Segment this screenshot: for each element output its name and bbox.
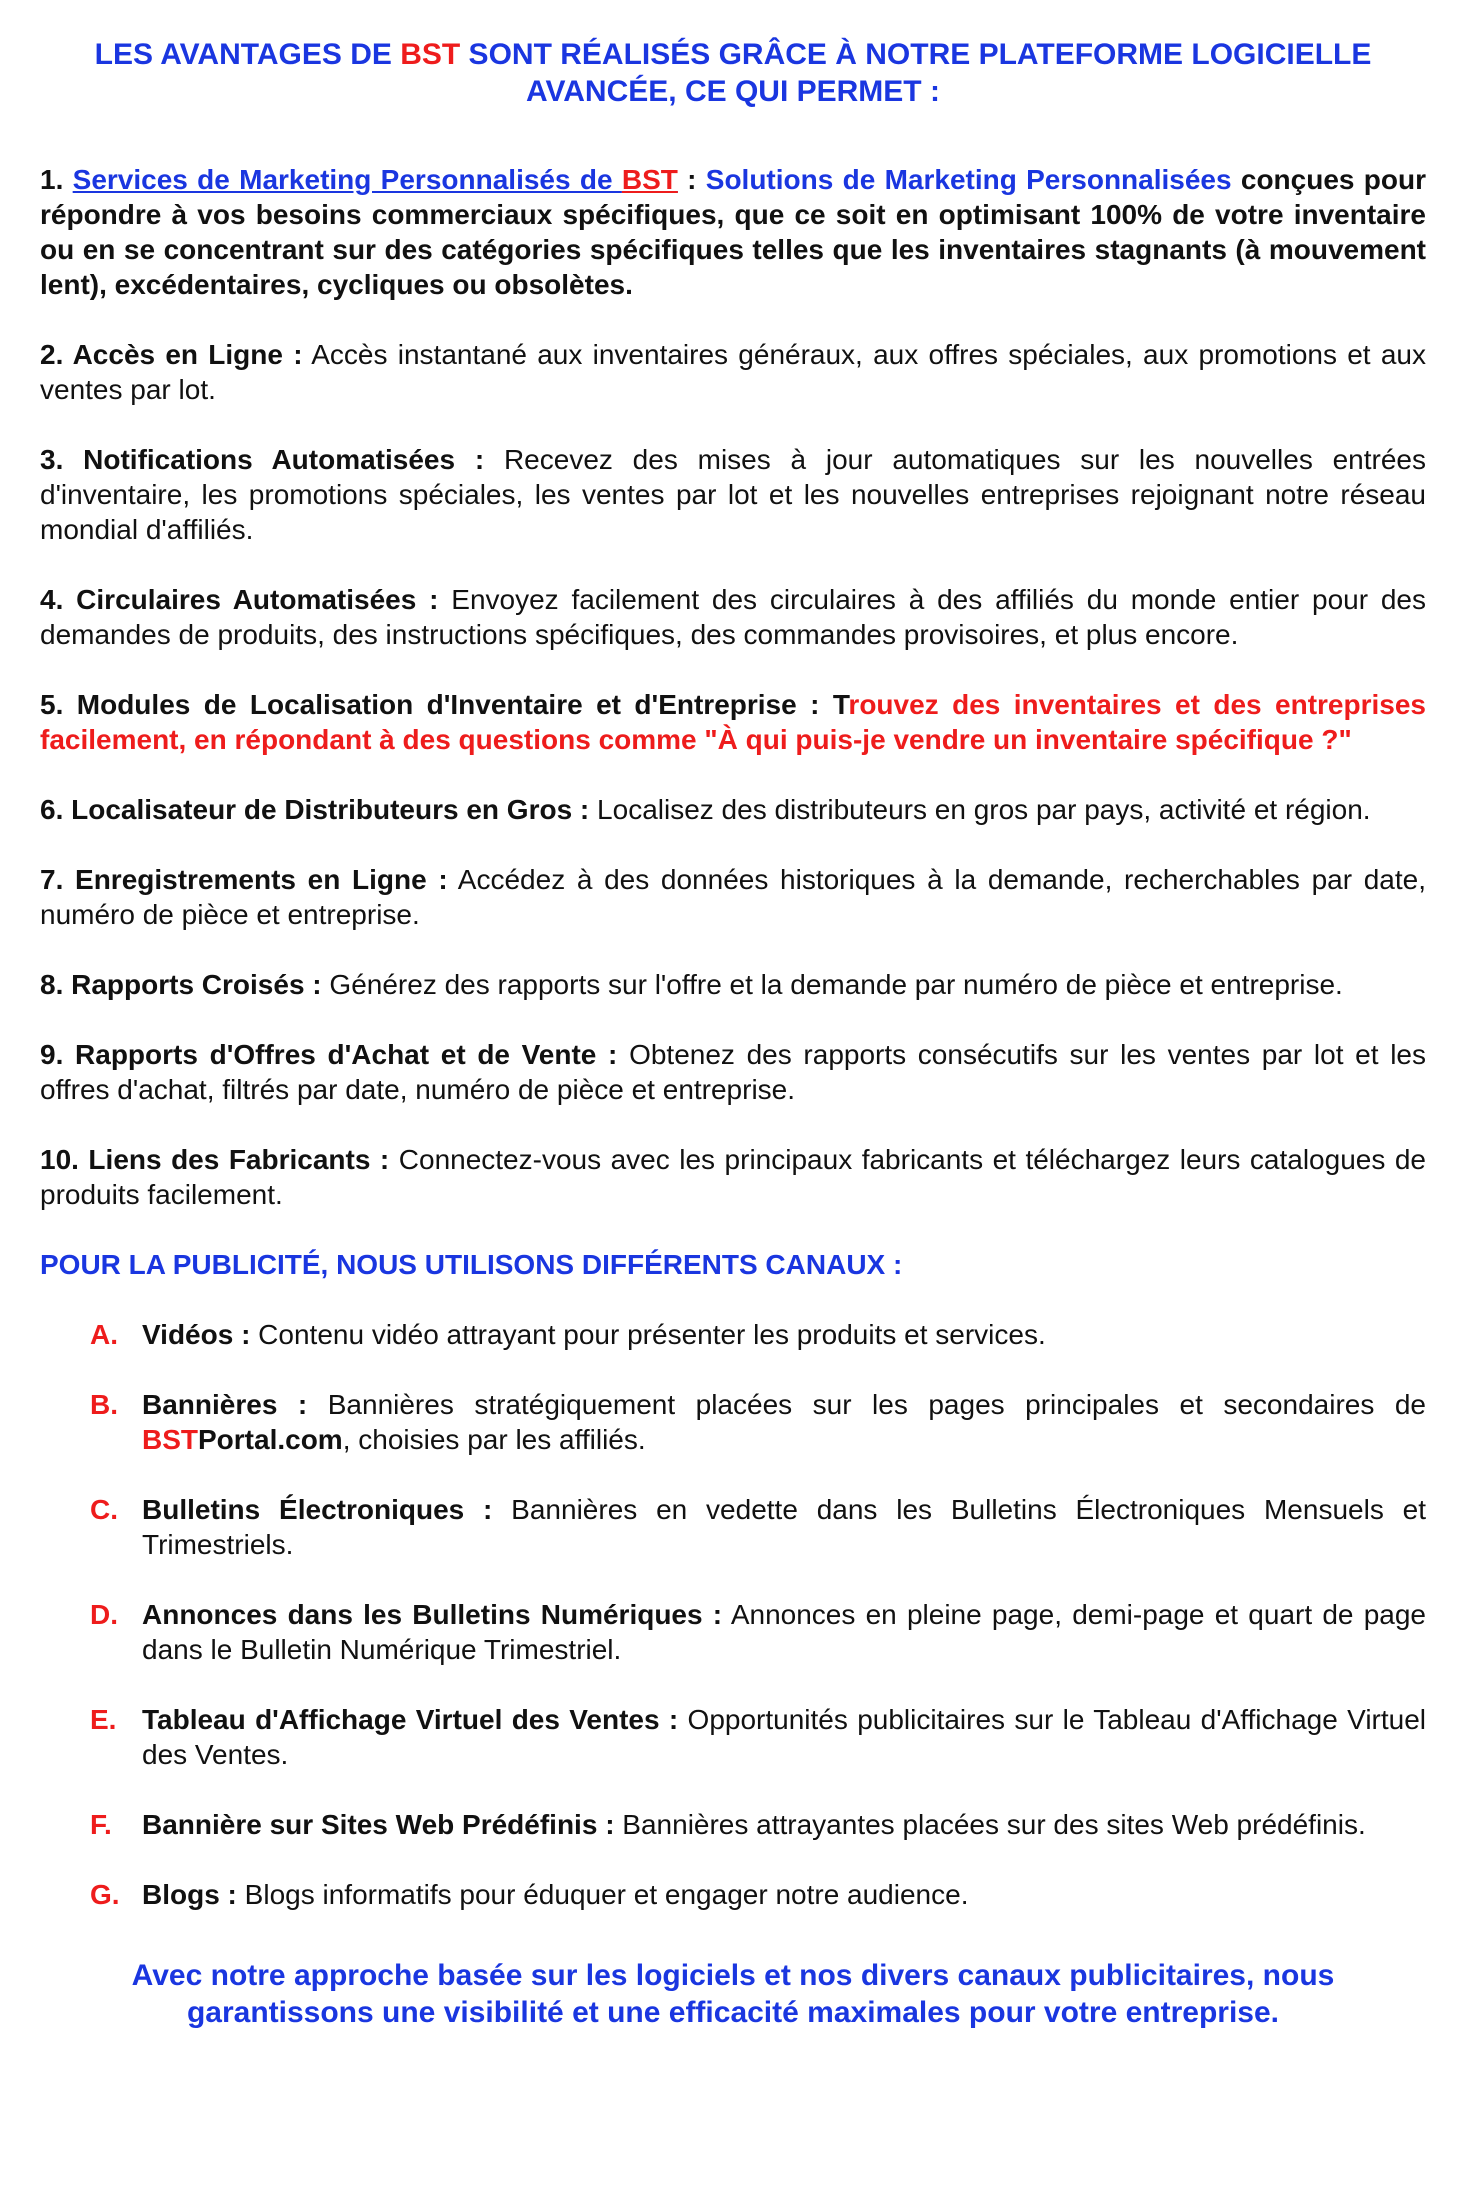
- item1-rest: conçues pour répondre à vos besoins commerciaux spécifiques, que ce soit en optimisant 100% de votre inventaire ou en se concentrant sur des catégories spécifiques telles que les inventaires stagnants (à mouvement lent), excédentaires, cycliques ou obsolètes.: [40, 164, 1426, 300]
- channel-item-d: D. Annonces dans les Bulletins Numériques : Annonces en pleine page, demi-page et quart de page dans le Bulletin Numérique Trimestriel.: [90, 1599, 1427, 1665]
- item-number: 1.: [40, 164, 73, 195]
- benefit-item-3: 3. Notifications Automatisées : Recevez des mises à jour automatiques sur les nouvelles entrées d'inventaire, les promotions spéciales, les ventes par lot et les nouvelles entreprises rejoignant notre réseau mondial d'affiliés.: [40, 444, 1426, 545]
- channel-item-a: A. Vidéos : Contenu vidéo attrayant pour présenter les produits et services.: [90, 1319, 1046, 1350]
- benefit-item-7: 7. Enregistrements en Ligne : Accédez à des données historiques à la demande, recherchables par date, numéro de pièce et entreprise.: [40, 864, 1426, 930]
- benefit-item-5: 5. Modules de Localisation d'Inventaire et d'Entreprise : Trouvez des inventaires et des entreprises facilement, en répondant à des questions comme "À qui puis-je vendre un inventaire spécifique ?": [40, 689, 1426, 755]
- channel-item-c: C. Bulletins Électroniques : Bannières en vedette dans les Bulletins Électroniques Mensuels et Trimestriels.: [90, 1494, 1426, 1560]
- title-brand: BST: [400, 38, 461, 71]
- channel-item-g: G. Blogs : Blogs informatifs pour éduquer et engager notre audience.: [90, 1879, 969, 1910]
- channel-item-f: F. Bannière sur Sites Web Prédéfinis : Bannières attrayantes placées sur des sites Web prédéfinis.: [90, 1809, 1366, 1840]
- benefit-item-2: 2. Accès en Ligne : Accès instantané aux inventaires généraux, aux offres spéciales, aux promotions et aux ventes par lot.: [40, 339, 1426, 405]
- item5-highlight: rouvez des inventaires et des entreprises facilement, en répondant à des questions comme "À qui puis-je vendre un inventaire spécifique ?": [40, 689, 1426, 755]
- benefit-item-8: 8. Rapports Croisés : Générez des rapports sur l'offre et la demande par numéro de pièce et entreprise.: [40, 969, 1343, 1000]
- bstportal-brand: BST: [142, 1424, 198, 1455]
- title-part2: SONT RÉALISÉS GRÂCE À NOTRE PLATEFORME LOGICIELLE AVANCÉE, CE QUI PERMET :: [460, 38, 1372, 108]
- title-part1: LES AVANTAGES DE: [94, 38, 401, 71]
- benefit-item-10: 10. Liens des Fabricants : Connectez-vous avec les principaux fabricants et téléchargez leurs catalogues de produits facilement.: [40, 1144, 1426, 1210]
- bst-marketing-link[interactable]: Services de Marketing Personnalisés de BST: [72, 164, 678, 195]
- advertising-subheading: POUR LA PUBLICITÉ, NOUS UTILISONS DIFFÉRENTS CANAUX :: [40, 1249, 903, 1280]
- closing-statement: Avec notre approche basée sur les logiciels et nos divers canaux publicitaires, nous garantissons une visibilité et une efficacité maximales pour votre entreprise.: [131, 1959, 1335, 2029]
- benefit-item-4: 4. Circulaires Automatisées : Envoyez facilement des circulaires à des affiliés du monde entier pour des demandes de produits, des instructions spécifiques, des commandes provisoires, et plus encore.: [40, 584, 1426, 650]
- item1-lead: Solutions de Marketing Personnalisées: [705, 164, 1232, 195]
- channel-item-e: E. Tableau d'Affichage Virtuel des Ventes : Opportunités publicitaires sur le Tableau d'Affichage Virtuel des Ventes.: [90, 1704, 1427, 1770]
- benefit-item-9: 9. Rapports d'Offres d'Achat et de Vente : Obtenez des rapports consécutifs sur les ventes par lot et les offres d'achat, filtrés par date, numéro de pièce et entreprise.: [40, 1039, 1426, 1105]
- benefit-item-6: 6. Localisateur de Distributeurs en Gros : Localisez des distributeurs en gros par pays, activité et région.: [40, 794, 1371, 825]
- benefit-item-1: 1. Services de Marketing Personnalisés de BST : Solutions de Marketing Personnalisées conçues pour répondre à vos besoins commerciaux spécifiques, que ce soit en optimisant 100% de votre inventaire ou en se concentrant sur des catégories spécifiques telles que les inventaires stagnants (à mouvement lent), excédentaires, cycliques ou obsolètes.: [40, 164, 1426, 300]
- channel-item-b: B. Bannières : Bannières stratégiquement placées sur les pages principales et secondaires de BSTPortal.com, choisies par les affiliés.: [90, 1389, 1426, 1455]
- page-title: [40, 36, 1426, 110]
